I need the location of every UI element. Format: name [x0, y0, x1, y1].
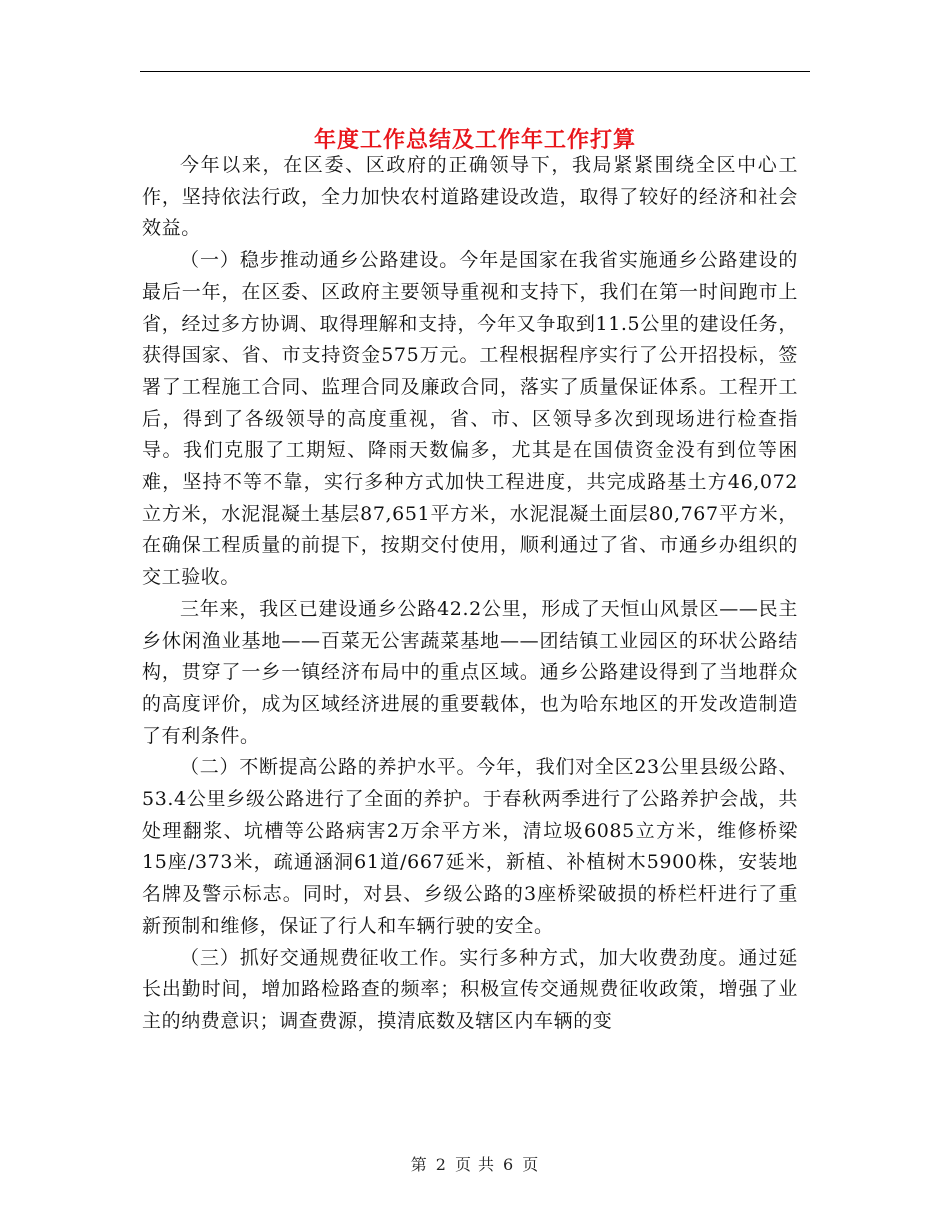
header-rule	[140, 71, 810, 72]
document-body	[142, 150, 798, 1038]
current-page-number: 2	[435, 1155, 447, 1174]
total-pages-number: 6	[503, 1155, 515, 1174]
page-label-prefix: 第	[410, 1155, 428, 1174]
paragraph-three-years: 三年来，我区已建设通乡公路42.2公里，形成了天恒山风景区——民主乡休闲渔业基地——百菜无公害蔬菜基地——团结镇工业园区的环状公路结构，贯穿了一乡一镇经济布局中的重点区域。通乡公路建设得到了当地群众的高度评价，成为区域经济进展的重要载体，也为哈东地区的开发改造制造了有利条件。	[142, 597, 798, 747]
document-title: 年度工作总结及工作年工作打算	[313, 126, 636, 153]
page-label-suffix: 页	[522, 1155, 540, 1174]
page-label-mid: 页 共	[454, 1155, 496, 1174]
paragraph-intro: 今年以来，在区委、区政府的正确领导下，我局紧紧围绕全区中心工作，坚持依法行政，全力加快农村道路建设改造，取得了较好的经济和社会效益。	[142, 154, 798, 240]
paragraph-section-2: （二）不断提高公路的养护水平。今年，我们对全区23公里县级公路、53.4公里乡级公路进行了全面的养护。于春秋两季进行了公路养护会战，共处理翻浆、坑槽等公路病害2万余平方米，清垃圾6085立方米，维修桥梁15座/373米，疏通涵洞61道/667延米，新植、补植树木5900株，安装地名牌及警示标志。同时，对县、乡级公路的3座桥梁破损的桥栏杆进行了重新预制和维修，保证了行人和车辆行驶的安全。	[142, 756, 798, 937]
paragraph-section-3: （三）抓好交通规费征收工作。实行多种方式，加大收费劲度。通过延长出勤时间，增加路检路查的频率；积极宣传交通规费征收政策，增强了业主的纳费意识；调查费源，摸清底数及辖区内车辆的变	[142, 946, 798, 1032]
page-footer	[0, 1152, 950, 1175]
paragraph-section-1: （一）稳步推动通乡公路建设。今年是国家在我省实施通乡公路建设的最后一年，在区委、区政府主要领导重视和支持下，我们在第一时间跑市上省，经过多方协调、取得理解和支持，今年又争取到11.5公里的建设任务，获得国家、省、市支持资金575万元。工程根据程序实行了公开招投标，签署了工程施工合同、监理合同及廉政合同，落实了质量保证体系。工程开工后，得到了各级领导的高度重视，省、市、区领导多次到现场进行检查指导。我们克服了工期短、降雨天数偏多，尤其是在国债资金没有到位等困难，坚持不等不靠，实行多种方式加快工程进度，共完成路基土方46,072立方米，水泥混凝土基层87,651平方米，水泥混凝土面层80,767平方米，在确保工程质量的前提下，按期交付使用，顺利通过了省、市通乡办组织的交工验收。	[142, 249, 798, 589]
